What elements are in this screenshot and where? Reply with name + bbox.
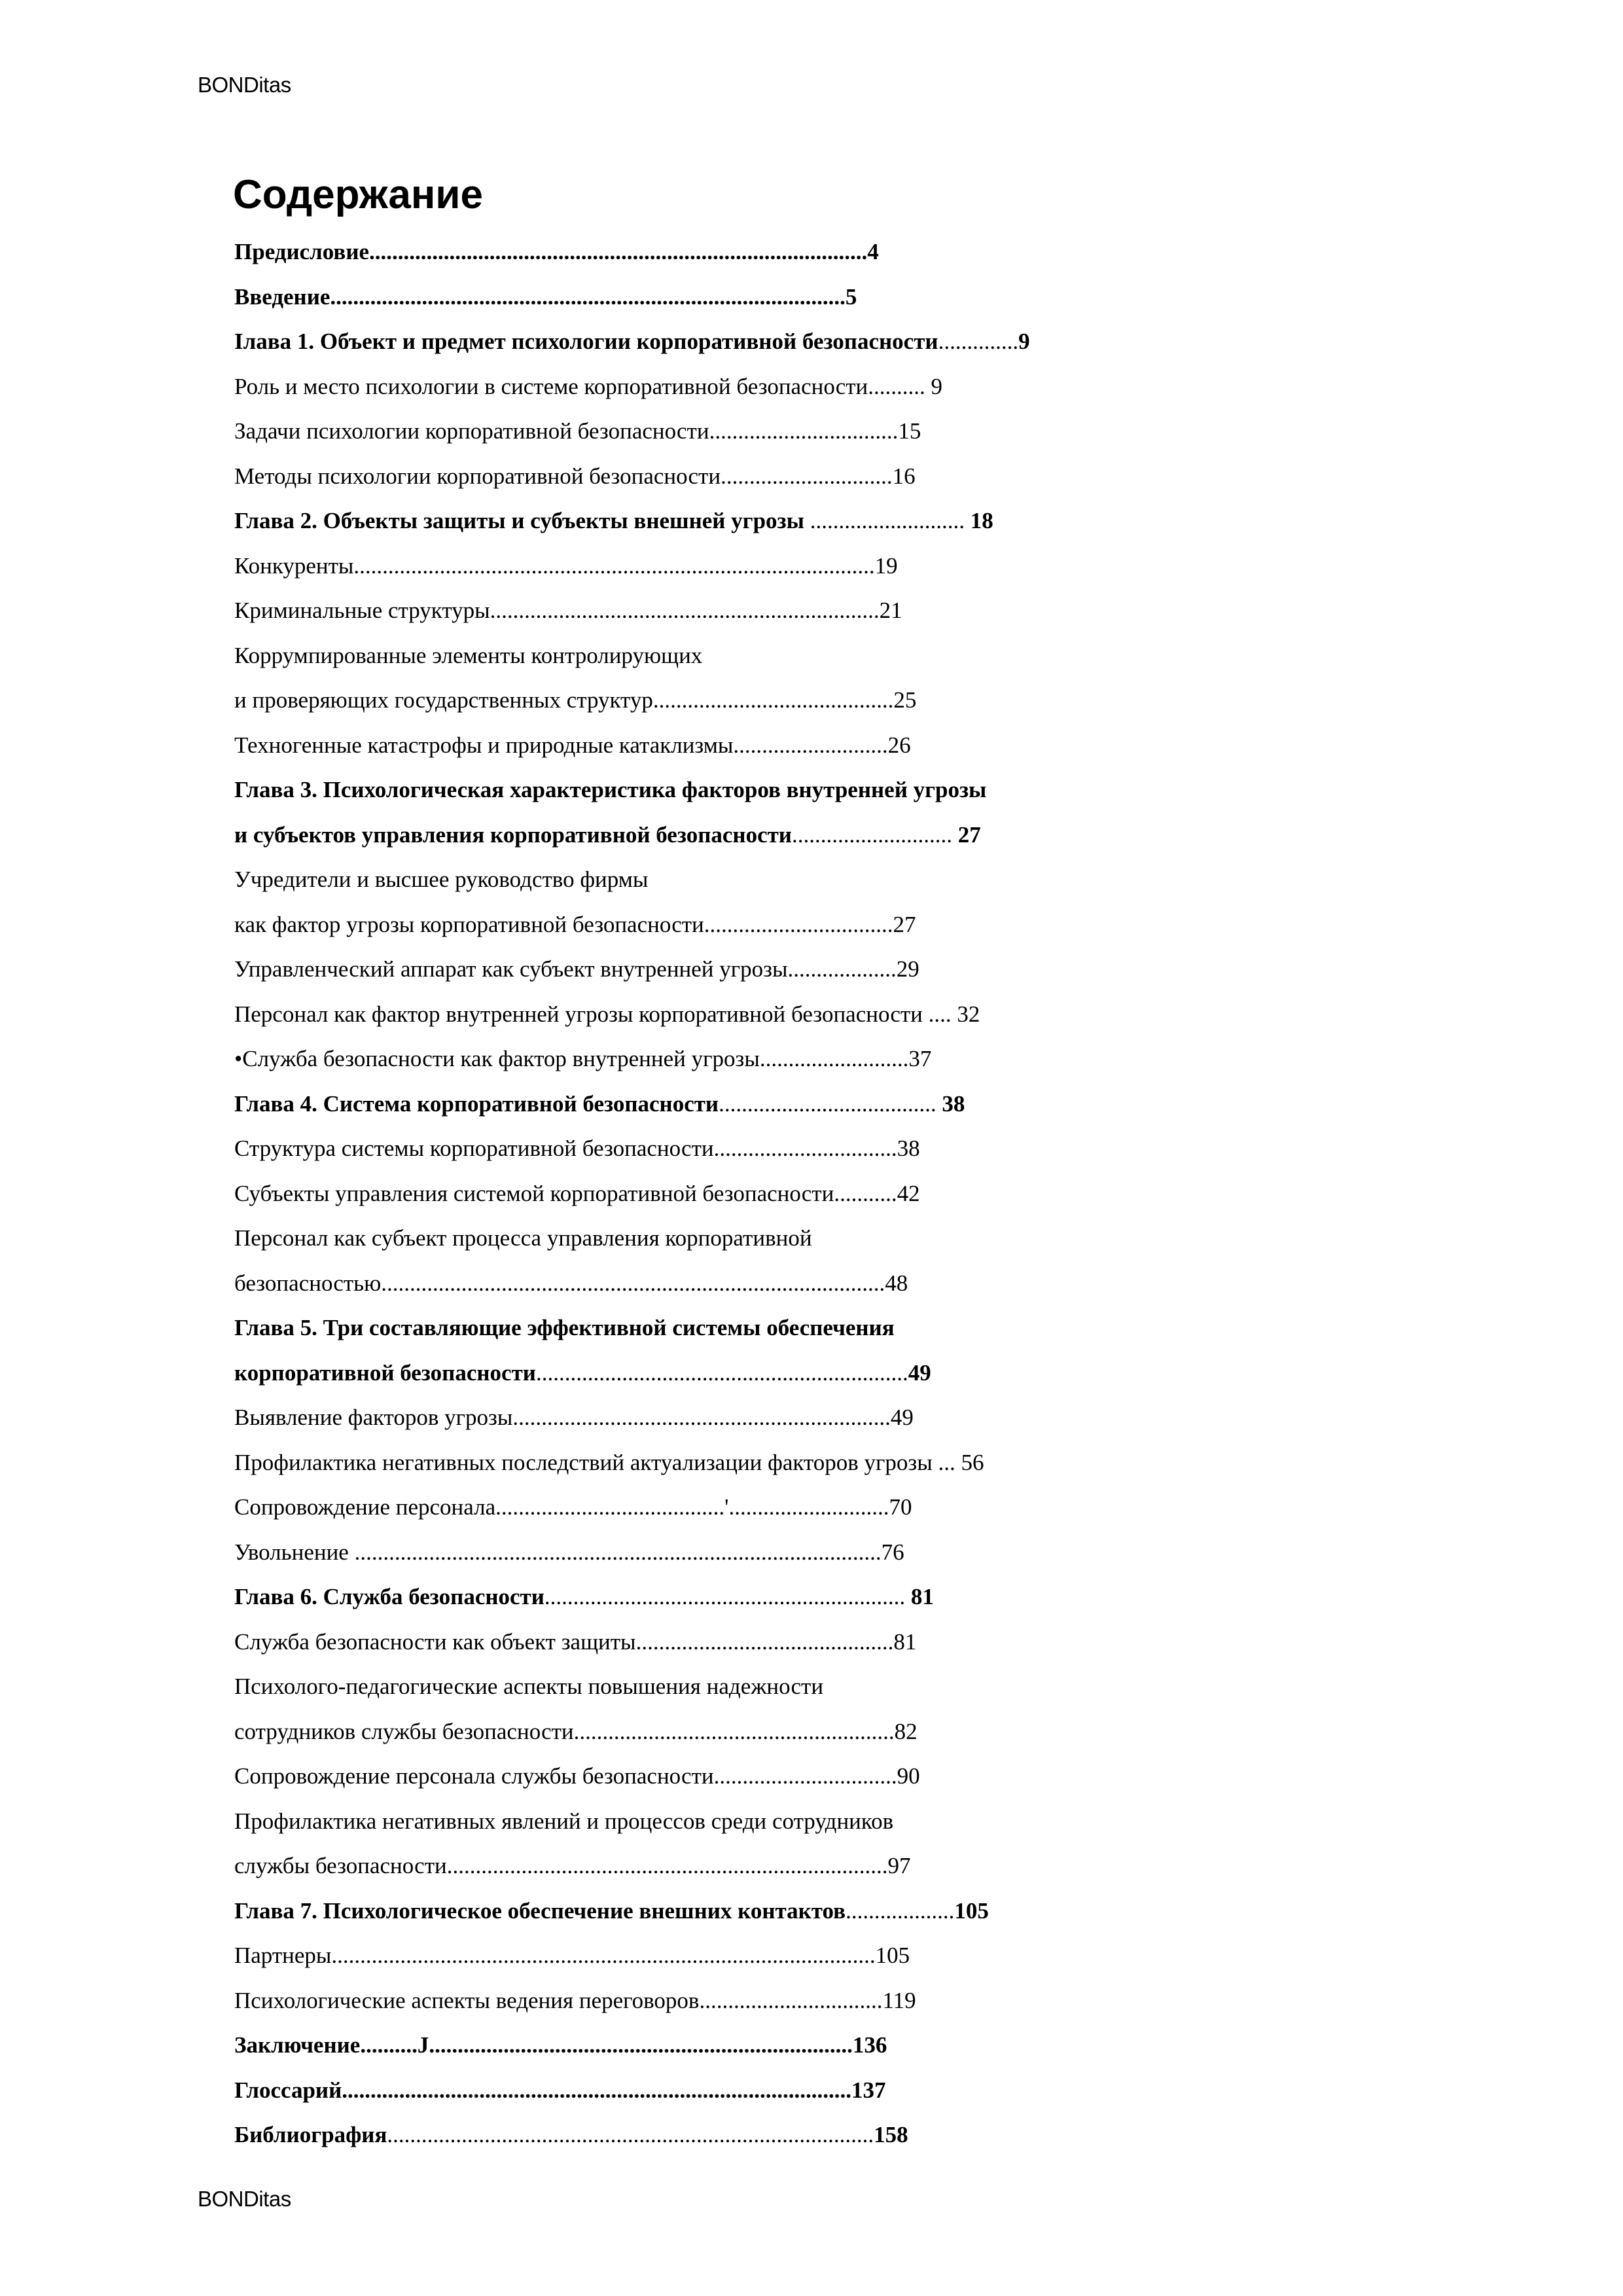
toc-entry bbox=[234, 1530, 1478, 1575]
toc-entry bbox=[234, 365, 1478, 410]
toc-entry-text: ............................................................... bbox=[544, 1584, 911, 1609]
toc-entry-text: службы безопасности.............................................................................97 bbox=[234, 1853, 911, 1878]
toc-entry-text: Психолого-педагогические аспекты повышения надежности bbox=[234, 1674, 824, 1699]
toc-entry bbox=[234, 1979, 1478, 2024]
toc-entry bbox=[234, 1664, 1478, 1710]
toc-entry-text: ........................... bbox=[810, 508, 971, 533]
toc-entry bbox=[234, 275, 1478, 320]
toc-entry bbox=[234, 992, 1478, 1037]
toc-entry-text: Управленческий аппарат как субъект внутренней угрозы...................29 bbox=[234, 956, 919, 982]
toc-entry-text: 38 bbox=[942, 1090, 965, 1117]
toc-entry bbox=[234, 768, 1478, 813]
toc-entry-text: Учредители и высшее руководство фирмы bbox=[234, 867, 649, 892]
toc-entry bbox=[234, 1395, 1478, 1441]
toc-entry-text: 49 bbox=[908, 1359, 931, 1386]
toc-entry bbox=[234, 903, 1478, 948]
toc-entry bbox=[234, 1261, 1478, 1306]
toc-entry-text: Методы психологии корпоративной безопасности..............................16 bbox=[234, 463, 916, 489]
toc-entry-text: Предисловие.......................................................................................4 bbox=[234, 239, 879, 264]
toc-entry bbox=[234, 2113, 1478, 2158]
toc-entry-text: как фактор угрозы корпоративной безопасности.................................27 bbox=[234, 911, 916, 937]
toc-entry-text: 27 bbox=[957, 821, 981, 848]
toc-entry bbox=[234, 588, 1478, 634]
toc-title: Содержание bbox=[233, 172, 483, 217]
toc-entry bbox=[234, 634, 1478, 679]
toc-entry bbox=[234, 1754, 1478, 1799]
toc-entry-text: Глава 6. Служба безопасности bbox=[234, 1584, 544, 1609]
running-footer: BONDitas bbox=[198, 2187, 291, 2211]
toc-entry bbox=[234, 813, 1478, 858]
toc-entry-text: 81 bbox=[910, 1584, 934, 1609]
toc-entry-text: Iлава 1. Объект и предмет психологии корпоративной безопасности bbox=[234, 329, 938, 354]
toc-entry-text: Выявление факторов угрозы..................................................................49 bbox=[234, 1405, 914, 1430]
toc-entry-text: Глава 4. Система корпоративной безопасности bbox=[234, 1090, 719, 1117]
toc-entry bbox=[234, 2068, 1478, 2113]
toc-entry bbox=[234, 857, 1478, 903]
toc-entry-text: ...................................... bbox=[719, 1090, 942, 1117]
toc-entry-text: Глава 3. Психологическая характеристика факторов внутренней угрозы bbox=[234, 777, 987, 802]
toc-entry bbox=[234, 319, 1478, 365]
toc-entry-text: и субъектов управления корпоративной безопасности bbox=[234, 821, 792, 848]
toc-entry bbox=[234, 409, 1478, 454]
toc-entry-text: Введение..........................................................................................5 bbox=[234, 283, 857, 310]
toc-entry bbox=[234, 723, 1478, 768]
toc-entry bbox=[234, 1933, 1478, 1979]
toc-entry-text: Психологические аспекты ведения переговоров................................119 bbox=[234, 1987, 916, 2013]
toc-entry-text: ................................................................. bbox=[535, 1359, 908, 1386]
toc-entry bbox=[234, 678, 1478, 723]
toc-entry-text: Глава 7. Психологическое обеспечение внешних контактов bbox=[234, 1897, 846, 1924]
toc-entry-text: сотрудников службы безопасности........................................................82 bbox=[234, 1718, 918, 1744]
toc-entry bbox=[234, 1216, 1478, 1261]
toc-entry-text: Персонал как фактор внутренней угрозы корпоративной безопасности .... 32 bbox=[234, 1001, 980, 1027]
toc-entry-text: Роль и место психологии в системе корпоративной безопасности.......... 9 bbox=[234, 373, 943, 399]
toc-entry bbox=[234, 1485, 1478, 1530]
toc-entry-text: Глава 5. Три составляющие эффективной системы обеспечения bbox=[234, 1315, 895, 1340]
toc-entry-text: Сопровождение персонала........................................'............................70 bbox=[234, 1494, 912, 1520]
toc-entry-text: Техногенные катастрофы и природные катаклизмы...........................26 bbox=[234, 732, 911, 758]
toc-entry bbox=[234, 947, 1478, 992]
toc-entry-text: Профилактика негативных последствий актуализации факторов угрозы ... 56 bbox=[234, 1449, 984, 1475]
toc-entry-text: Заключение..........J..........................................................................136 bbox=[234, 2032, 887, 2058]
toc-entry-text: безопасностью........................................................................................48 bbox=[234, 1270, 908, 1296]
toc-entry bbox=[234, 454, 1478, 499]
toc-entry-text: Профилактика негативных явлений и процессов среди сотрудников bbox=[234, 1808, 894, 1834]
toc-entry-text: Служба безопасности как объект защиты.............................................81 bbox=[234, 1628, 917, 1655]
toc-entry-text: Персонал как субъект процесса управления корпоративной bbox=[234, 1225, 812, 1251]
toc-entry bbox=[234, 1799, 1478, 1844]
toc-entry-text: 18 bbox=[970, 508, 993, 533]
toc-entry-text: •Служба безопасности как фактор внутренней угрозы..........................37 bbox=[234, 1046, 932, 1071]
toc-entry bbox=[234, 1710, 1478, 1755]
table-of-contents bbox=[234, 230, 1478, 2158]
toc-entry-text: Партнеры...............................................................................................105 bbox=[234, 1943, 910, 1968]
toc-entry-text: и проверяющих государственных структур..........................................25 bbox=[234, 687, 917, 713]
toc-entry bbox=[234, 1844, 1478, 1889]
toc-entry bbox=[234, 1441, 1478, 1486]
toc-entry-text: 9 bbox=[1018, 329, 1030, 354]
toc-entry-text: Субъекты управления системой корпоративной безопасности...........42 bbox=[234, 1180, 920, 1206]
toc-entry-text: Сопровождение персонала службы безопасности................................90 bbox=[234, 1763, 920, 1789]
toc-entry-text: Увольнение ............................................................................................76 bbox=[234, 1539, 904, 1565]
toc-entry-text: 158 bbox=[874, 2122, 908, 2147]
toc-entry-text: Библиография bbox=[234, 2122, 387, 2147]
toc-entry bbox=[234, 1351, 1478, 1396]
toc-entry-text: корпоративной безопасности bbox=[234, 1359, 536, 1386]
toc-entry bbox=[234, 1172, 1478, 1217]
toc-entry bbox=[234, 2023, 1478, 2068]
toc-entry-text: Глоссарий.........................................................................................137 bbox=[234, 2077, 886, 2103]
running-header: BONDitas bbox=[198, 73, 291, 97]
toc-entry-text: Конкуренты...........................................................................................19 bbox=[234, 552, 898, 579]
toc-entry-text: Криминальные структуры....................................................................21 bbox=[234, 598, 902, 623]
toc-entry bbox=[234, 1889, 1478, 1934]
toc-entry bbox=[234, 1306, 1478, 1351]
toc-entry-text: ................... bbox=[846, 1897, 955, 1924]
toc-entry-text: ..................................................................................... bbox=[387, 2122, 874, 2147]
toc-entry bbox=[234, 1126, 1478, 1172]
toc-entry-text: 105 bbox=[954, 1897, 989, 1924]
toc-entry-text: Глава 2. Объекты защиты и субъекты внешней угрозы bbox=[234, 508, 810, 533]
toc-entry-text: .............. bbox=[938, 329, 1019, 354]
toc-entry-text: Структура системы корпоративной безопасности................................38 bbox=[234, 1136, 920, 1161]
toc-entry bbox=[234, 1620, 1478, 1665]
toc-entry bbox=[234, 499, 1478, 544]
toc-entry bbox=[234, 1037, 1478, 1082]
toc-entry-text: Задачи психологии корпоративной безопасности.................................15 bbox=[234, 418, 921, 444]
toc-entry bbox=[234, 1082, 1478, 1127]
toc-entry bbox=[234, 544, 1478, 589]
toc-entry-text: Коррумпированные элементы контролирующих bbox=[234, 642, 703, 668]
toc-entry bbox=[234, 230, 1478, 275]
toc-entry bbox=[234, 1575, 1478, 1620]
toc-entry-text: ............................ bbox=[791, 821, 958, 848]
